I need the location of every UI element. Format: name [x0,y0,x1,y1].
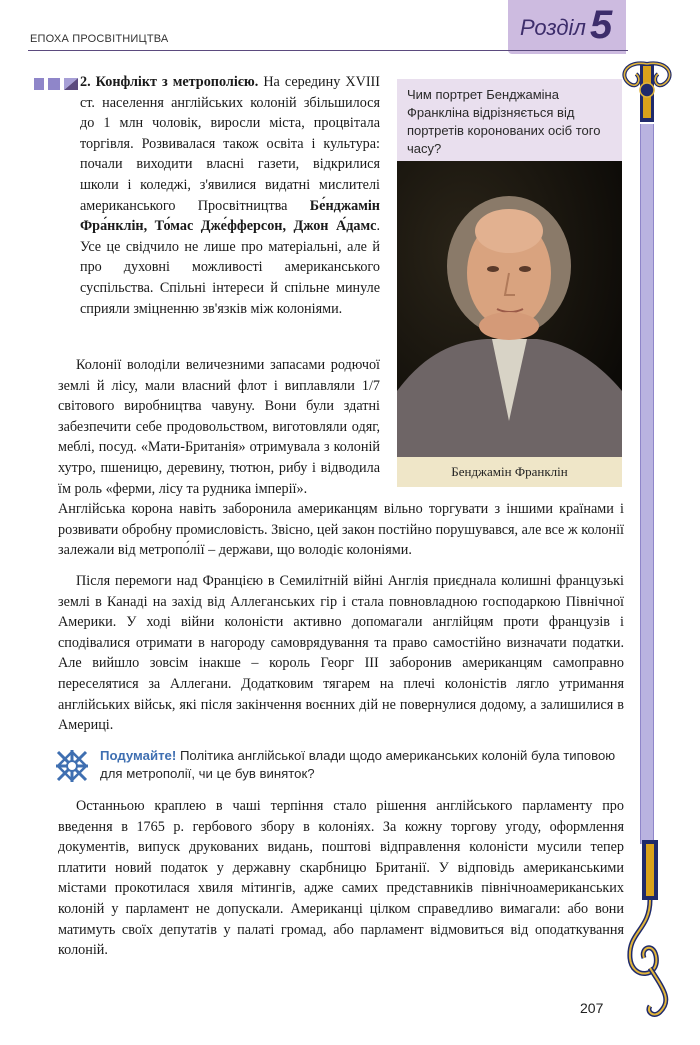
section-number: 5 [590,3,613,47]
knot-pattern-icon [54,748,90,784]
paragraph-4: Останньою краплею в чаші терпіння стало рішення англійського парламенту про введення в 1765 р. гербового збору в колоніях. За кожну торгову угоду, оформлення документів, випуск друкованих видань, поштові відправлення колоністи мусили тепер платити новий податок у державну скарбницю Британії. У відповідь американськими містами прокотилася хвиля мітингів, адже самих представників північноамериканських колоній у парламент не допускали. Американці цілком справедливо вимагали: або вони матимуть своїх депутатів у палаті громад, або парламент відмовиться від оподаткування колоній. [58,798,624,959]
margin-bar [640,124,654,844]
portrait-caption: Бенджамін Франклін [451,464,568,479]
section-label: Розділ [520,15,586,40]
section-marker-icon [34,78,78,90]
celtic-knot-top-icon [616,56,678,126]
header-rule [28,50,628,51]
paragraph-2: Колонії володіли величезними запасами родючої землі й лісу, мали власний флот і виплавляли 1/7 світового виробництва чавуну. Вони були здатні забезпечити себе продовольством, виготовляли одяг, меблі, посуд. «Мати-Британія» отримувала з колоній хутро, пшеницю, деревину, тютюн, рибу і відводила їм роль «ферми, лісу та рудника імперії». [58,357,380,497]
think-lead: Подумайте! [100,748,177,763]
think-text: Політика англійської влади щодо американських колоній була типовою для метрополії, чи це був виняток? [100,748,616,781]
celtic-knot-bottom-icon [620,840,684,1020]
think-prompt [100,747,624,783]
paragraph-2-continued: Англійська корона навіть заборонила американцям вільно торгувати з іншими країнами і розвивати обробну промисловість. Звісно, цей закон постійно порушувався, але все ж колонії залежали від метропо́лії – держави, що володіє колоніями. [58,501,624,559]
people-names: Бе́нджамін Фра́нклін, То́мас Дже́фферсон, Джон А́дамс [80,197,380,235]
paragraph-1: 2. Конфлікт з метрополією. На середину XVIII ст. населення англійських колоній збільшилося до 1 млн чоловік, виросли міста, процвітала торгівля. Розвивалася також освіта і культура: почали виходити власні газети, відкрилися школи і коледжі, з'явилися видатні мислителі американського Просвітництва Бе́нджамін Фра́нклін, То́мас Дже́фферсон, Джон А́дамс. Усе це свідчило не лише про матеріальні, але й про духовні можливості американського суспільства. Спільні інтереси й спільне минуле сприяли зміцненню зв'язків між колоніями. [80,74,380,317]
portrait-image [397,161,622,457]
portrait-question: Чим портрет Бенджаміна Франкліна відрізняється від портретів коронованих осіб того часу? [407,87,601,156]
running-head: ЕПОХА ПРОСВІТНИЦТВА [30,33,169,45]
subsection-heading: 2. Конфлікт з метрополією. [80,74,259,90]
paragraph-3: Після перемоги над Францією в Семилітній війні Англія приєднала колишні французькі землі в Канаді на захід від Аллеганських гір і стала повновладною господаркою Північної Америки. У ході війни колоністи активно допомагали англійцям проти французів і сподівалися отримати в нагороду самоврядування та право самостійно визначати податки. Але вийшло зовсім інакше – король Георг III заборонив американцям самоправно переселятися за Аллегани. Додатковим тягарем на плечі колоністів лягло утримання англійських військ, які після закінчення воєнних дій не повернулися додому, а залишилися в Америці. [58,573,624,734]
page-number: 207 [580,1000,604,1016]
